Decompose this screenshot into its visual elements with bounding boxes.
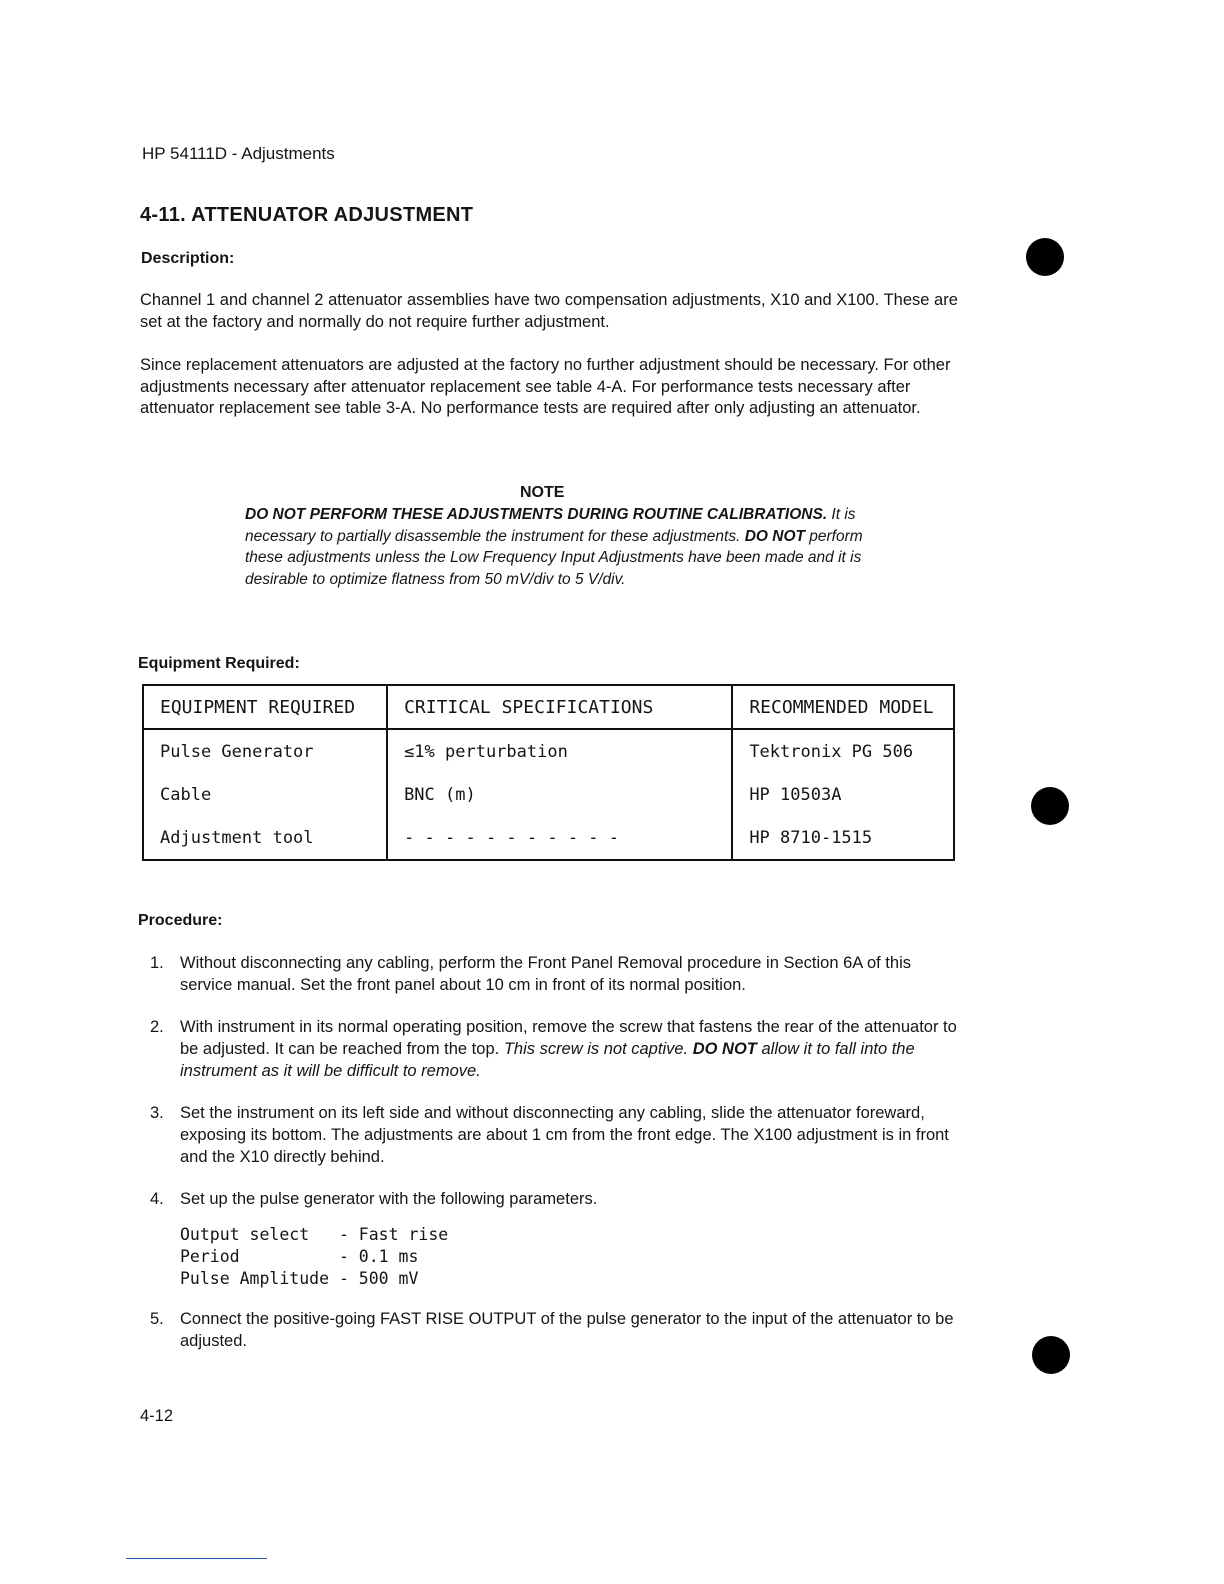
setting-line: Output select - Fast rise (180, 1225, 449, 1244)
setting-line: Period - 0.1 ms (180, 1247, 419, 1266)
table-cell: Cable (143, 773, 387, 816)
step-number: 5. (150, 1310, 164, 1328)
procedure-step (140, 1188, 960, 1290)
equipment-table (142, 684, 955, 861)
note-text-2: perform these adjustments unless the Low Frequency Input Adjustments have been made and it is desirable to optimize flatness from 50 mV/div to 5 V/div. (245, 527, 863, 588)
procedure-step (140, 1308, 960, 1352)
binder-hole-dot (1032, 1336, 1070, 1374)
table-cell: BNC (m) (387, 773, 732, 816)
procedure-label: Procedure: (138, 912, 223, 929)
step-text: Set up the pulse generator with the following parameters. (180, 1190, 598, 1208)
step-number: 2. (150, 1018, 164, 1036)
table-row (143, 816, 954, 860)
table-cell: Adjustment tool (143, 816, 387, 860)
equipment-label: Equipment Required: (138, 655, 300, 672)
table-cell: - - - - - - - - - - - (387, 816, 732, 860)
note-bold-2: DO NOT (744, 527, 805, 545)
column-header: RECOMMENDED MODEL (732, 685, 954, 729)
step-italic-text-2: allow it to fall into the instrument as it will be difficult to remove. (180, 1040, 915, 1080)
column-header: EQUIPMENT REQUIRED (143, 685, 387, 729)
table-cell: Tektronix PG 506 (732, 729, 954, 773)
step-text: Without disconnecting any cabling, perform the Front Panel Removal procedure in Section 6A of this service manual. Set the front panel about 10 cm in front of its normal position. (180, 954, 911, 994)
procedure-list (140, 952, 960, 1352)
table-cell: HP 10503A (732, 773, 954, 816)
procedure-step (140, 1016, 960, 1082)
note-bold-1: DO NOT PERFORM THESE ADJUSTMENTS DURING ROUTINE CALIBRATIONS. (245, 506, 828, 523)
procedure-step (140, 952, 960, 996)
step-number: 1. (150, 954, 164, 972)
description-paragraph-1: Channel 1 and channel 2 attenuator assemblies have two compensation adjustments, X10 and X100. These are set at the factory and normally do not require further adjustment. (140, 291, 958, 331)
bottom-rule (126, 1558, 267, 1559)
step-text: Set the instrument on its left side and without disconnecting any cabling, slide the attenuator foreward, exposing its bottom. The adjustments are about 1 cm from the front edge. The X100 adjustment is in front and the X10 directly behind. (180, 1104, 949, 1166)
note-text-1: It is necessary to partially disassemble the instrument for these adjustments. (245, 506, 856, 545)
column-header: CRITICAL SPECIFICATIONS (387, 685, 732, 729)
setting-line: Pulse Amplitude - 500 mV (180, 1269, 419, 1288)
step-text: With instrument in its normal operating position, remove the screw that fastens the rear of the attenuator to be adjusted. It can be reached from the top. (180, 1018, 957, 1058)
binder-hole-dot (1031, 787, 1069, 825)
generator-settings (180, 1224, 960, 1290)
page-number: 4-12 (140, 1407, 174, 1425)
description-label: Description: (141, 250, 235, 267)
procedure-step (140, 1102, 960, 1168)
step-bold-italic-text: DO NOT (692, 1040, 757, 1058)
note-body (245, 504, 885, 590)
step-italic-text: This screw is not captive. (503, 1040, 689, 1058)
step-number: 4. (150, 1190, 164, 1208)
table-cell: HP 8710-1515 (732, 816, 954, 860)
table-row (143, 729, 954, 773)
table-cell: ≤1% perturbation (387, 729, 732, 773)
description-paragraph-2: Since replacement attenuators are adjusted at the factory no further adjustment should be necessary. For other adjustments necessary after attenuator replacement see table 4-A. For performance tests necessary after attenuator replacement see table 3-A. No performance tests are required after only adjusting an attenuator. (140, 356, 951, 417)
running-head: HP 54111D - Adjustments (142, 144, 335, 163)
step-text: Connect the positive-going FAST RISE OUTPUT of the pulse generator to the input of the attenuator to be adjusted. (180, 1310, 954, 1350)
section-title: 4-11. ATTENUATOR ADJUSTMENT (140, 204, 474, 226)
step-number: 3. (150, 1104, 164, 1122)
binder-hole-dot (1026, 238, 1064, 276)
table-header-row (143, 685, 954, 729)
note-heading: NOTE (520, 484, 565, 501)
table-cell: Pulse Generator (143, 729, 387, 773)
table-row (143, 773, 954, 816)
